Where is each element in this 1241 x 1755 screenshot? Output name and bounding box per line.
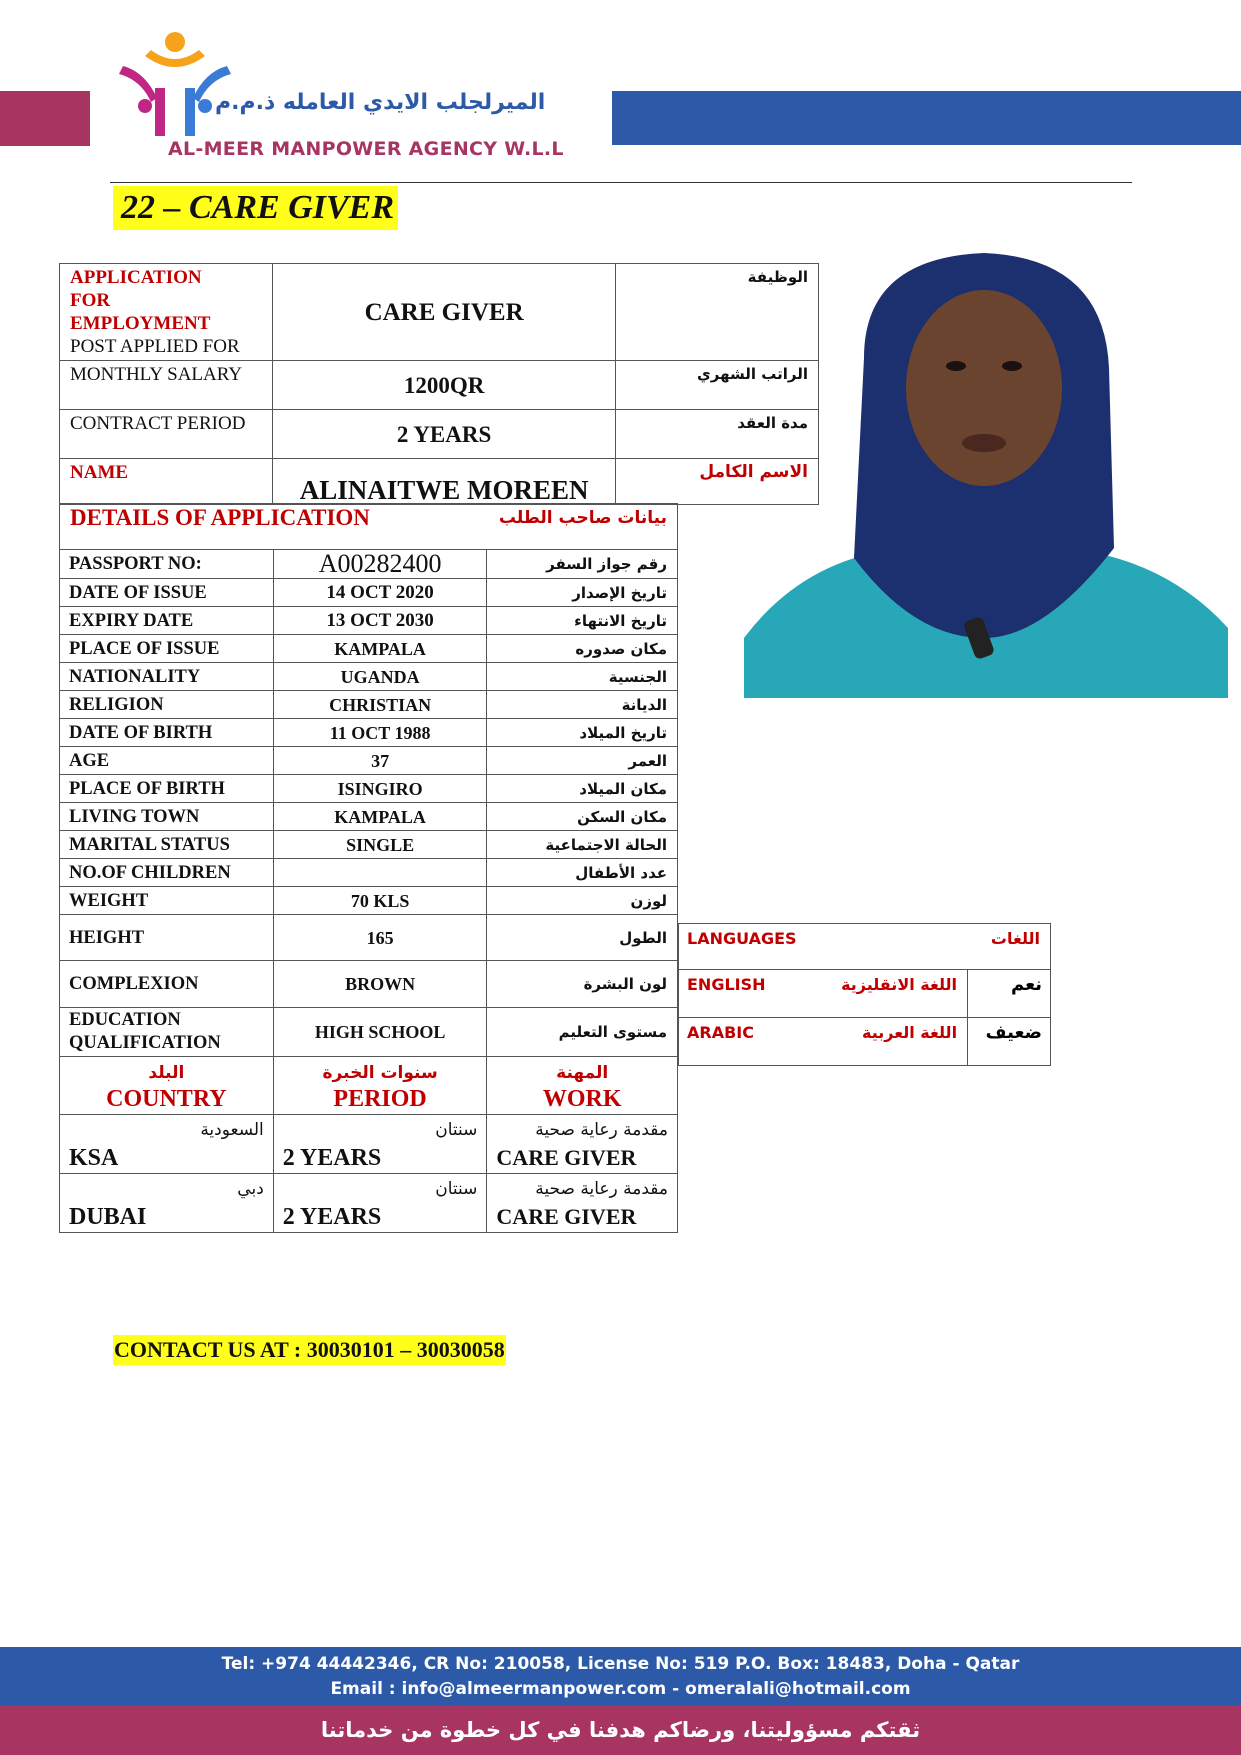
header-band-left (0, 91, 90, 146)
details-rows (60, 550, 678, 1057)
footer-contact (0, 1647, 1241, 1706)
details-heading-ar: بيانات صاحب الطلب (498, 508, 667, 528)
company-logo-icon (115, 28, 235, 138)
salary-label: MONTHLY SALARY (60, 361, 273, 410)
detail-label: NATIONALITY (60, 663, 274, 691)
detail-row (60, 691, 678, 719)
exp-header-work (487, 1057, 678, 1115)
application-title-line: APPLICATION (70, 267, 202, 288)
detail-label-ar: لوزن (487, 887, 678, 915)
language-name-ar: اللغة العربية (862, 1023, 958, 1042)
contact-line: CONTACT US AT : 30030101 – 30030058 (113, 1335, 506, 1365)
detail-label-ar: مكان الميلاد (487, 775, 678, 803)
exp-header-period-en: PERIOD (333, 1085, 427, 1112)
detail-label: EDUCATION QUALIFICATION (60, 1008, 274, 1057)
detail-label: DATE OF ISSUE (60, 579, 274, 607)
detail-label-ar: الجنسية (487, 663, 678, 691)
exp-country-ar: دبي (237, 1179, 264, 1199)
detail-row (60, 719, 678, 747)
salary-value: 1200QR (272, 361, 616, 410)
exp-work: CARE GIVER (496, 1204, 637, 1229)
detail-row (60, 803, 678, 831)
post-applied-value: CARE GIVER (272, 264, 616, 361)
experience-row (60, 1115, 678, 1174)
header-band-right (612, 91, 1241, 145)
name-ar: الاسم الكامل (616, 459, 819, 505)
detail-value (273, 859, 487, 887)
detail-row (60, 961, 678, 1008)
detail-label-ar: مستوى التعليم (487, 1008, 678, 1057)
name-value: ALINAITWE MOREEN (272, 459, 616, 505)
details-table (59, 503, 678, 1233)
detail-row (60, 775, 678, 803)
detail-value: CHRISTIAN (273, 691, 487, 719)
exp-header-country-en: COUNTRY (106, 1085, 227, 1112)
exp-work-ar: مقدمة رعاية صحية (535, 1179, 668, 1199)
detail-row (60, 859, 678, 887)
language-row (679, 1018, 1051, 1066)
detail-label: HEIGHT (60, 915, 274, 961)
detail-label-ar: تاريخ الميلاد (487, 719, 678, 747)
application-table (59, 263, 819, 505)
detail-value: HIGH SCHOOL (273, 1008, 487, 1057)
exp-period-ar: سنتان (435, 1179, 478, 1199)
detail-label: MARITAL STATUS (60, 831, 274, 859)
contract-value: 2 YEARS (272, 410, 616, 459)
exp-header-work-en: WORK (542, 1085, 622, 1112)
detail-label: RELIGION (60, 691, 274, 719)
detail-label-ar: مكان صدوره (487, 635, 678, 663)
name-label: NAME (60, 459, 273, 505)
detail-row (60, 607, 678, 635)
detail-label: WEIGHT (60, 887, 274, 915)
application-title-line: FOR (70, 290, 111, 311)
detail-label: PLACE OF ISSUE (60, 635, 274, 663)
logo-english-text: AL-MEER MANPOWER AGENCY W.L.L (168, 138, 564, 160)
contract-label: CONTRACT PERIOD (60, 410, 273, 459)
detail-label-ar: الديانة (487, 691, 678, 719)
detail-label-ar: مكان السكن (487, 803, 678, 831)
detail-label: PASSPORT NO: (60, 550, 274, 579)
exp-header-period (273, 1057, 487, 1115)
application-title-line: EMPLOYMENT (70, 313, 211, 334)
detail-value: ISINGIRO (273, 775, 487, 803)
detail-label: DATE OF BIRTH (60, 719, 274, 747)
footer-line-2: Email : info@almeermanpower.com - omeralali@hotmail.com (330, 1679, 911, 1699)
exp-country: KSA (69, 1145, 119, 1171)
language-name: ENGLISH (687, 975, 766, 994)
detail-value: KAMPALA (273, 635, 487, 663)
footer-line-1: Tel: +974 44442346, CR No: 210058, License No: 519 P.O. Box: 18483, Doha - Qatar (221, 1654, 1020, 1674)
detail-value: 14 OCT 2020 (273, 579, 487, 607)
exp-work: CARE GIVER (496, 1145, 637, 1170)
detail-label-ar: الطول (487, 915, 678, 961)
details-heading-cell (60, 504, 678, 550)
detail-row (60, 635, 678, 663)
detail-row (60, 550, 678, 579)
detail-label: PLACE OF BIRTH (60, 775, 274, 803)
detail-label: LIVING TOWN (60, 803, 274, 831)
detail-label: COMPLEXION (60, 961, 274, 1008)
detail-label-ar: تاريخ الإصدار (487, 579, 678, 607)
contract-ar: مدة العقد (616, 410, 819, 459)
detail-value: 165 (273, 915, 487, 961)
detail-value: KAMPALA (273, 803, 487, 831)
language-level: ضعيف (968, 1018, 1051, 1066)
detail-label: NO.OF CHILDREN (60, 859, 274, 887)
detail-label-ar: العمر (487, 747, 678, 775)
job-title: 22 – CARE GIVER (113, 186, 398, 230)
detail-value: 11 OCT 1988 (273, 719, 487, 747)
header-divider (110, 182, 1132, 183)
detail-value: 37 (273, 747, 487, 775)
languages-heading-ar: اللغات (990, 929, 1040, 948)
post-applied-label: POST APPLIED FOR (70, 336, 240, 357)
detail-value: 13 OCT 2030 (273, 607, 487, 635)
post-applied-ar: الوظيفة (616, 264, 819, 361)
languages-heading: LANGUAGES (687, 929, 797, 948)
application-title-cell (60, 264, 273, 361)
exp-period: 2 YEARS (282, 1145, 382, 1171)
detail-label-ar: لون البشرة (487, 961, 678, 1008)
detail-value: UGANDA (273, 663, 487, 691)
exp-header-country (60, 1057, 274, 1115)
detail-value: BROWN (273, 961, 487, 1008)
detail-row (60, 915, 678, 961)
detail-row (60, 887, 678, 915)
detail-value: SINGLE (273, 831, 487, 859)
detail-label-ar: رقم جواز السفر (487, 550, 678, 579)
detail-row (60, 747, 678, 775)
salary-ar: الراتب الشهري (616, 361, 819, 410)
detail-value: 70 KLS (273, 887, 487, 915)
detail-row (60, 579, 678, 607)
exp-country-ar: السعودية (200, 1120, 264, 1140)
detail-label-ar: عدد الأطفال (487, 859, 678, 887)
detail-value: A00282400 (273, 550, 487, 579)
footer-slogan: ثقتكم مسؤوليتنا، ورضاكم هدفنا في كل خطوة من خدماتنا (0, 1706, 1241, 1755)
detail-row (60, 1008, 678, 1057)
exp-work-ar: مقدمة رعاية صحية (535, 1120, 668, 1140)
language-level: نعم (968, 970, 1051, 1018)
languages-table (678, 923, 1051, 1066)
detail-label-ar: تاريخ الانتهاء (487, 607, 678, 635)
detail-row (60, 663, 678, 691)
exp-period-ar: سنتان (435, 1120, 478, 1140)
language-row (679, 970, 1051, 1018)
logo-arabic-text: الميرلجلب الايدي العامله ذ.م.م (215, 90, 546, 115)
languages-heading-cell (679, 924, 1051, 970)
detail-row (60, 831, 678, 859)
exp-period: 2 YEARS (282, 1204, 382, 1230)
exp-header-period-ar: سنوات الخبرة (322, 1062, 438, 1083)
experience-row (60, 1174, 678, 1233)
exp-country: DUBAI (69, 1204, 147, 1230)
detail-label: AGE (60, 747, 274, 775)
detail-label-ar: الحالة الاجتماعية (487, 831, 678, 859)
detail-label: EXPIRY DATE (60, 607, 274, 635)
exp-header-work-ar: المهنة (556, 1062, 609, 1083)
language-name: ARABIC (687, 1023, 754, 1042)
details-heading: DETAILS OF APPLICATION (70, 505, 370, 530)
language-name-ar: اللغة الانقليزية (841, 975, 958, 994)
exp-header-country-ar: البلد (148, 1062, 185, 1083)
